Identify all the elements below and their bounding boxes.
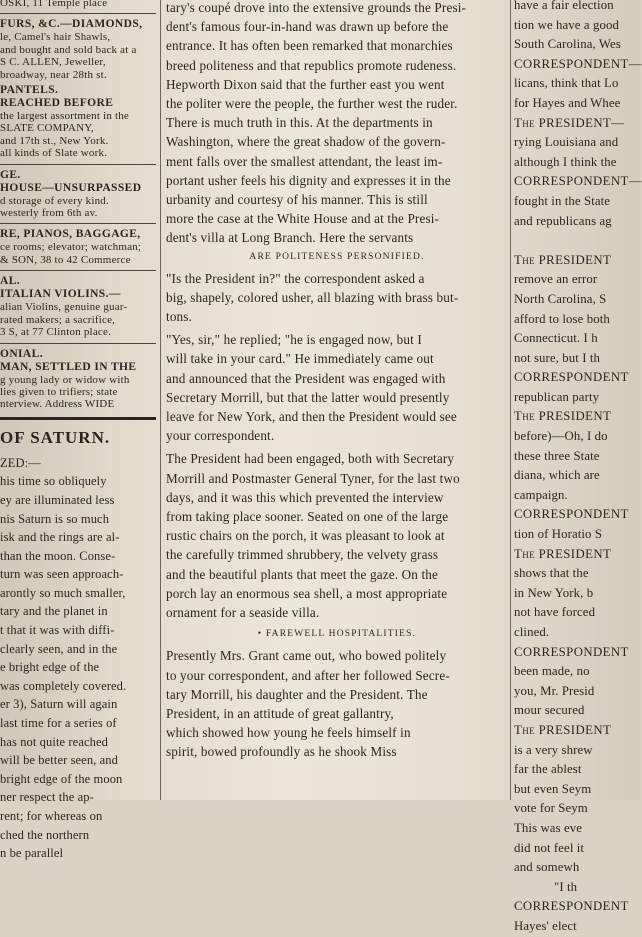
text-line: your correspondent.	[166, 428, 275, 444]
article-line: ey are illuminated less	[0, 492, 115, 507]
text-line: you, Mr. Presid	[514, 683, 595, 698]
ad-line: & SON, 38 to 42 Commerce	[0, 253, 131, 266]
ad-line: S C. ALLEN, Jeweller,	[0, 56, 106, 69]
paragraph-5	[166, 646, 508, 761]
text-line: for Hayes and Whee	[514, 95, 621, 110]
ad-line: all kinds of Slate work.	[0, 147, 108, 160]
text-line: not sure, but I th	[514, 350, 601, 365]
text-line: President, in an attitude of great gallantry,	[166, 705, 394, 721]
ad-section-head: AL.	[0, 275, 21, 288]
text-line: rustic chairs on the porch, it was pleasant to look at	[166, 528, 445, 544]
article-line: last time for a series of	[0, 716, 117, 731]
ad-line: OSKI, 11 Temple place	[0, 0, 108, 9]
text-line: and republicans ag	[514, 213, 612, 228]
saturn-article	[0, 454, 156, 863]
article-line: e bright edge of the	[0, 660, 100, 675]
subheading-farewell: • FAREWELL HOSPITALITIES.	[257, 629, 417, 640]
text-line: diana, which are	[514, 468, 600, 483]
text-line: Presently Mrs. Grant came out, who bowed politely	[166, 648, 447, 664]
ad-3	[0, 182, 156, 220]
ad-line: FURS, &C.—DIAMONDS,	[0, 18, 143, 31]
text-line: not have forced	[514, 605, 596, 620]
left-column	[0, 0, 156, 863]
text-line: dent's famous four-in-hand was drawn up before the	[166, 19, 449, 35]
article-line: t that it was with diffi-	[0, 623, 115, 638]
text-line: North Carolina, S	[514, 291, 607, 306]
text-line: urbanity and courtesy of his manner. This is still	[166, 192, 428, 208]
ad-divider	[0, 223, 156, 224]
text-line: There is much truth in this. At the departments in	[166, 115, 433, 131]
text-line: licans, think that Lo	[514, 76, 619, 91]
text-line: ment falls over the smallest attendant, the least im-	[166, 153, 443, 169]
text-line: breed politeness and that republics promote rudeness.	[166, 57, 457, 73]
article-line: nis Saturn is so much	[0, 511, 110, 526]
ad-2	[0, 97, 156, 160]
text-line: Hayes' elect	[514, 918, 577, 933]
text-line: The President had been engaged, both with Secretary	[166, 451, 455, 467]
ad-line: lies given to trifiers; state	[0, 385, 118, 398]
article-line: was completely covered.	[0, 678, 127, 693]
text-line: and announced that the President was engaged with	[166, 370, 446, 386]
ad-line: westerly from 6th av.	[0, 207, 98, 220]
ad-5	[0, 288, 156, 338]
text-line: CORRESPONDENT	[514, 507, 629, 522]
text-line: The PRESIDENT	[514, 722, 612, 737]
text-line: remove an error	[514, 272, 598, 287]
text-line: and somewh	[514, 860, 580, 875]
text-line: is a very shrew	[514, 742, 593, 757]
text-line: which showed how young he feels himself in	[166, 725, 411, 741]
text-line: campaign.	[514, 487, 568, 502]
text-line	[514, 231, 640, 251]
ad-section-head: GE.	[0, 168, 21, 181]
text-line: Hepworth Dixon said that the further east you went	[166, 76, 445, 92]
text-line: rying Louisiana and	[514, 135, 619, 150]
text-line: tons.	[166, 309, 193, 325]
text-line: before)—Oh, I do	[514, 429, 608, 444]
text-line: CORRESPONDENT—	[514, 174, 642, 189]
article-line: bright edge of the moon	[0, 771, 123, 786]
ad-divider	[0, 13, 156, 14]
text-line: dent's villa at Long Branch. Here the servants	[166, 230, 414, 246]
paragraph-1	[166, 0, 508, 248]
text-line: tion of Horatio S	[514, 527, 603, 542]
classified-ads	[0, 0, 156, 411]
ad-line: RE, PIANOS, BAGGAGE,	[0, 228, 141, 241]
ad-line: 3 S, at 77 Clinton place.	[0, 326, 112, 339]
ad-line: ITALIAN VIOLINS.—	[0, 288, 121, 301]
subheading-politeness: ARE POLITENESS PERSONIFIED.	[249, 251, 425, 262]
text-line: spirit, bowed profoundly as he shook Miss	[166, 744, 397, 760]
text-line: mour secured	[514, 703, 585, 718]
text-line: but even Seym	[514, 781, 592, 796]
text-line: republican party	[514, 389, 600, 404]
column-rule-left	[160, 0, 161, 800]
text-line: The PRESIDENT	[514, 546, 612, 561]
ad-line: d storage of every kind.	[0, 194, 109, 207]
ad-line: nterview. Address WIDE	[0, 398, 115, 411]
ad-divider	[0, 270, 156, 271]
text-line: ornament for a seaside villa.	[166, 605, 320, 621]
ad-line: the largest assortment in the	[0, 110, 130, 123]
ad-divider	[0, 164, 156, 165]
ad-divider	[0, 343, 156, 344]
ad-line: g young lady or widow with	[0, 373, 130, 386]
text-line: the carefully trimmed shrubbery, the velvety grass	[166, 547, 439, 563]
text-line: tary's coupé drove into the extensive grounds the Presi-	[166, 0, 467, 15]
text-line: CORRESPONDENT	[514, 899, 629, 914]
ad-section-head: ONIAL.	[0, 347, 43, 360]
text-line: and the beautiful plants that meet the gaze. On the	[166, 566, 439, 582]
paragraph-2	[166, 269, 508, 327]
text-line: these three State	[514, 448, 600, 463]
article-line: ched the northern	[0, 827, 90, 842]
article-line: has not quite reached	[0, 734, 108, 749]
text-line: although I think the	[514, 154, 617, 169]
ad-line: SLATE COMPANY,	[0, 122, 94, 135]
text-line: tion we have a good	[514, 17, 619, 32]
article-line: arontly so much smaller,	[0, 585, 126, 600]
ad-line: REACHED BEFORE	[0, 97, 114, 110]
ad-line: broadway, near 28th st.	[0, 68, 107, 81]
text-line: "I th	[554, 879, 578, 894]
text-line: clined.	[514, 625, 550, 639]
text-line: Morrill and Postmaster General Tyner, for the last two	[166, 470, 460, 486]
text-line: vote for Seym	[514, 801, 588, 816]
article-line: tary and the planet in	[0, 604, 108, 619]
ad-line: MAN, SETTLED IN THE	[0, 360, 137, 373]
ad-4	[0, 228, 156, 266]
text-line: This was eve	[514, 820, 583, 835]
text-line: South Carolina, Wes	[514, 37, 621, 52]
text-line: CORRESPONDENT	[514, 644, 629, 659]
right-column	[514, 0, 640, 937]
text-line: Secretary Morrill, but that the latter would presently	[166, 389, 450, 405]
article-line: than the moon. Conse-	[0, 548, 116, 563]
text-line: The PRESIDENT—	[514, 115, 625, 130]
article-line: clearly seen, and in the	[0, 641, 118, 656]
text-line: will take in your card." He immediately came out	[166, 351, 434, 367]
middle-column	[166, 0, 508, 762]
ad-line: HOUSE—UNSURPASSED	[0, 181, 142, 194]
article-line: his time so obliquely	[0, 474, 107, 489]
article-line: ZED:—	[0, 455, 41, 470]
text-line: have a fair election	[514, 0, 614, 12]
text-line: did not feel it	[514, 840, 585, 855]
article-title: OF SATURN.	[0, 427, 111, 447]
text-line: the politer were the people, the further west the ruder.	[166, 96, 458, 112]
text-line: big, shapely, colored usher, all blazing with brass but-	[166, 289, 459, 305]
text-line: leave for New York, and then the President would see	[166, 409, 457, 425]
ad-line: alian Violins, genuine guar-	[0, 301, 128, 314]
text-line: "Is the President in?" the correspondent asked a	[166, 270, 425, 286]
ad-line: le, Camel's hair Shawls,	[0, 31, 111, 44]
ad-0	[0, 0, 156, 9]
text-line: been made, no	[514, 664, 590, 679]
ad-line: ce rooms; elevator; watchman;	[0, 241, 142, 254]
ad-section-head: PANTELS.	[0, 84, 59, 97]
text-line: from taking place sooner. Seated on one of the large	[166, 509, 449, 525]
column-rule-right	[510, 0, 511, 800]
text-line: to your correspondent, and after her followed Secre-	[166, 667, 450, 683]
text-line: CORRESPONDENT—	[514, 56, 642, 71]
text-line: in New York, b	[514, 585, 594, 600]
text-line: porch lay an enormous sea shell, a most appropriate	[166, 585, 448, 601]
paragraph-3	[166, 330, 508, 445]
ad-line: and 17th st., New York.	[0, 134, 109, 147]
article-line: rent; for whereas on	[0, 809, 103, 823]
text-line: Connecticut. I h	[514, 331, 598, 346]
text-line: afford to lose both	[514, 311, 610, 326]
ad-1	[0, 18, 156, 81]
text-line: entrance. It has often been remarked that monarchies	[166, 38, 453, 54]
text-line: The PRESIDENT	[514, 409, 612, 424]
ad-line: rated makers; a sacrifice,	[0, 313, 116, 326]
ad-line: and bought and sold back at a	[0, 43, 137, 56]
article-line: er 3), Saturn will again	[0, 697, 118, 712]
text-line: The PRESIDENT	[514, 252, 612, 267]
section-divider	[0, 417, 156, 420]
article-line: n be parallel	[0, 846, 64, 861]
article-line: will be better seen, and	[0, 753, 118, 768]
text-line: more the case at the White House and at the Presi-	[166, 211, 440, 227]
text-line: CORRESPONDENT	[514, 370, 629, 385]
text-line: tary Morrill, his daughter and the President. The	[166, 686, 428, 702]
text-line: fought in the State	[514, 193, 611, 208]
text-line: portant usher feels his dignity and expresses it in the	[166, 172, 451, 188]
text-line: shows that the	[514, 566, 589, 581]
article-line: turn was seen approach-	[0, 567, 124, 582]
text-line: "Yes, sir," he replied; "he is engaged now, but I	[166, 332, 422, 348]
article-line: isk and the rings are al-	[0, 530, 120, 545]
text-line: Washington, where the great shadow of the govern-	[166, 134, 446, 150]
paragraph-4	[166, 449, 508, 622]
ad-6	[0, 361, 156, 411]
article-line: ner respect the ap-	[0, 790, 94, 805]
text-line: days, and it was this which prevented the interview	[166, 489, 444, 505]
text-line: far the ablest	[514, 762, 582, 777]
